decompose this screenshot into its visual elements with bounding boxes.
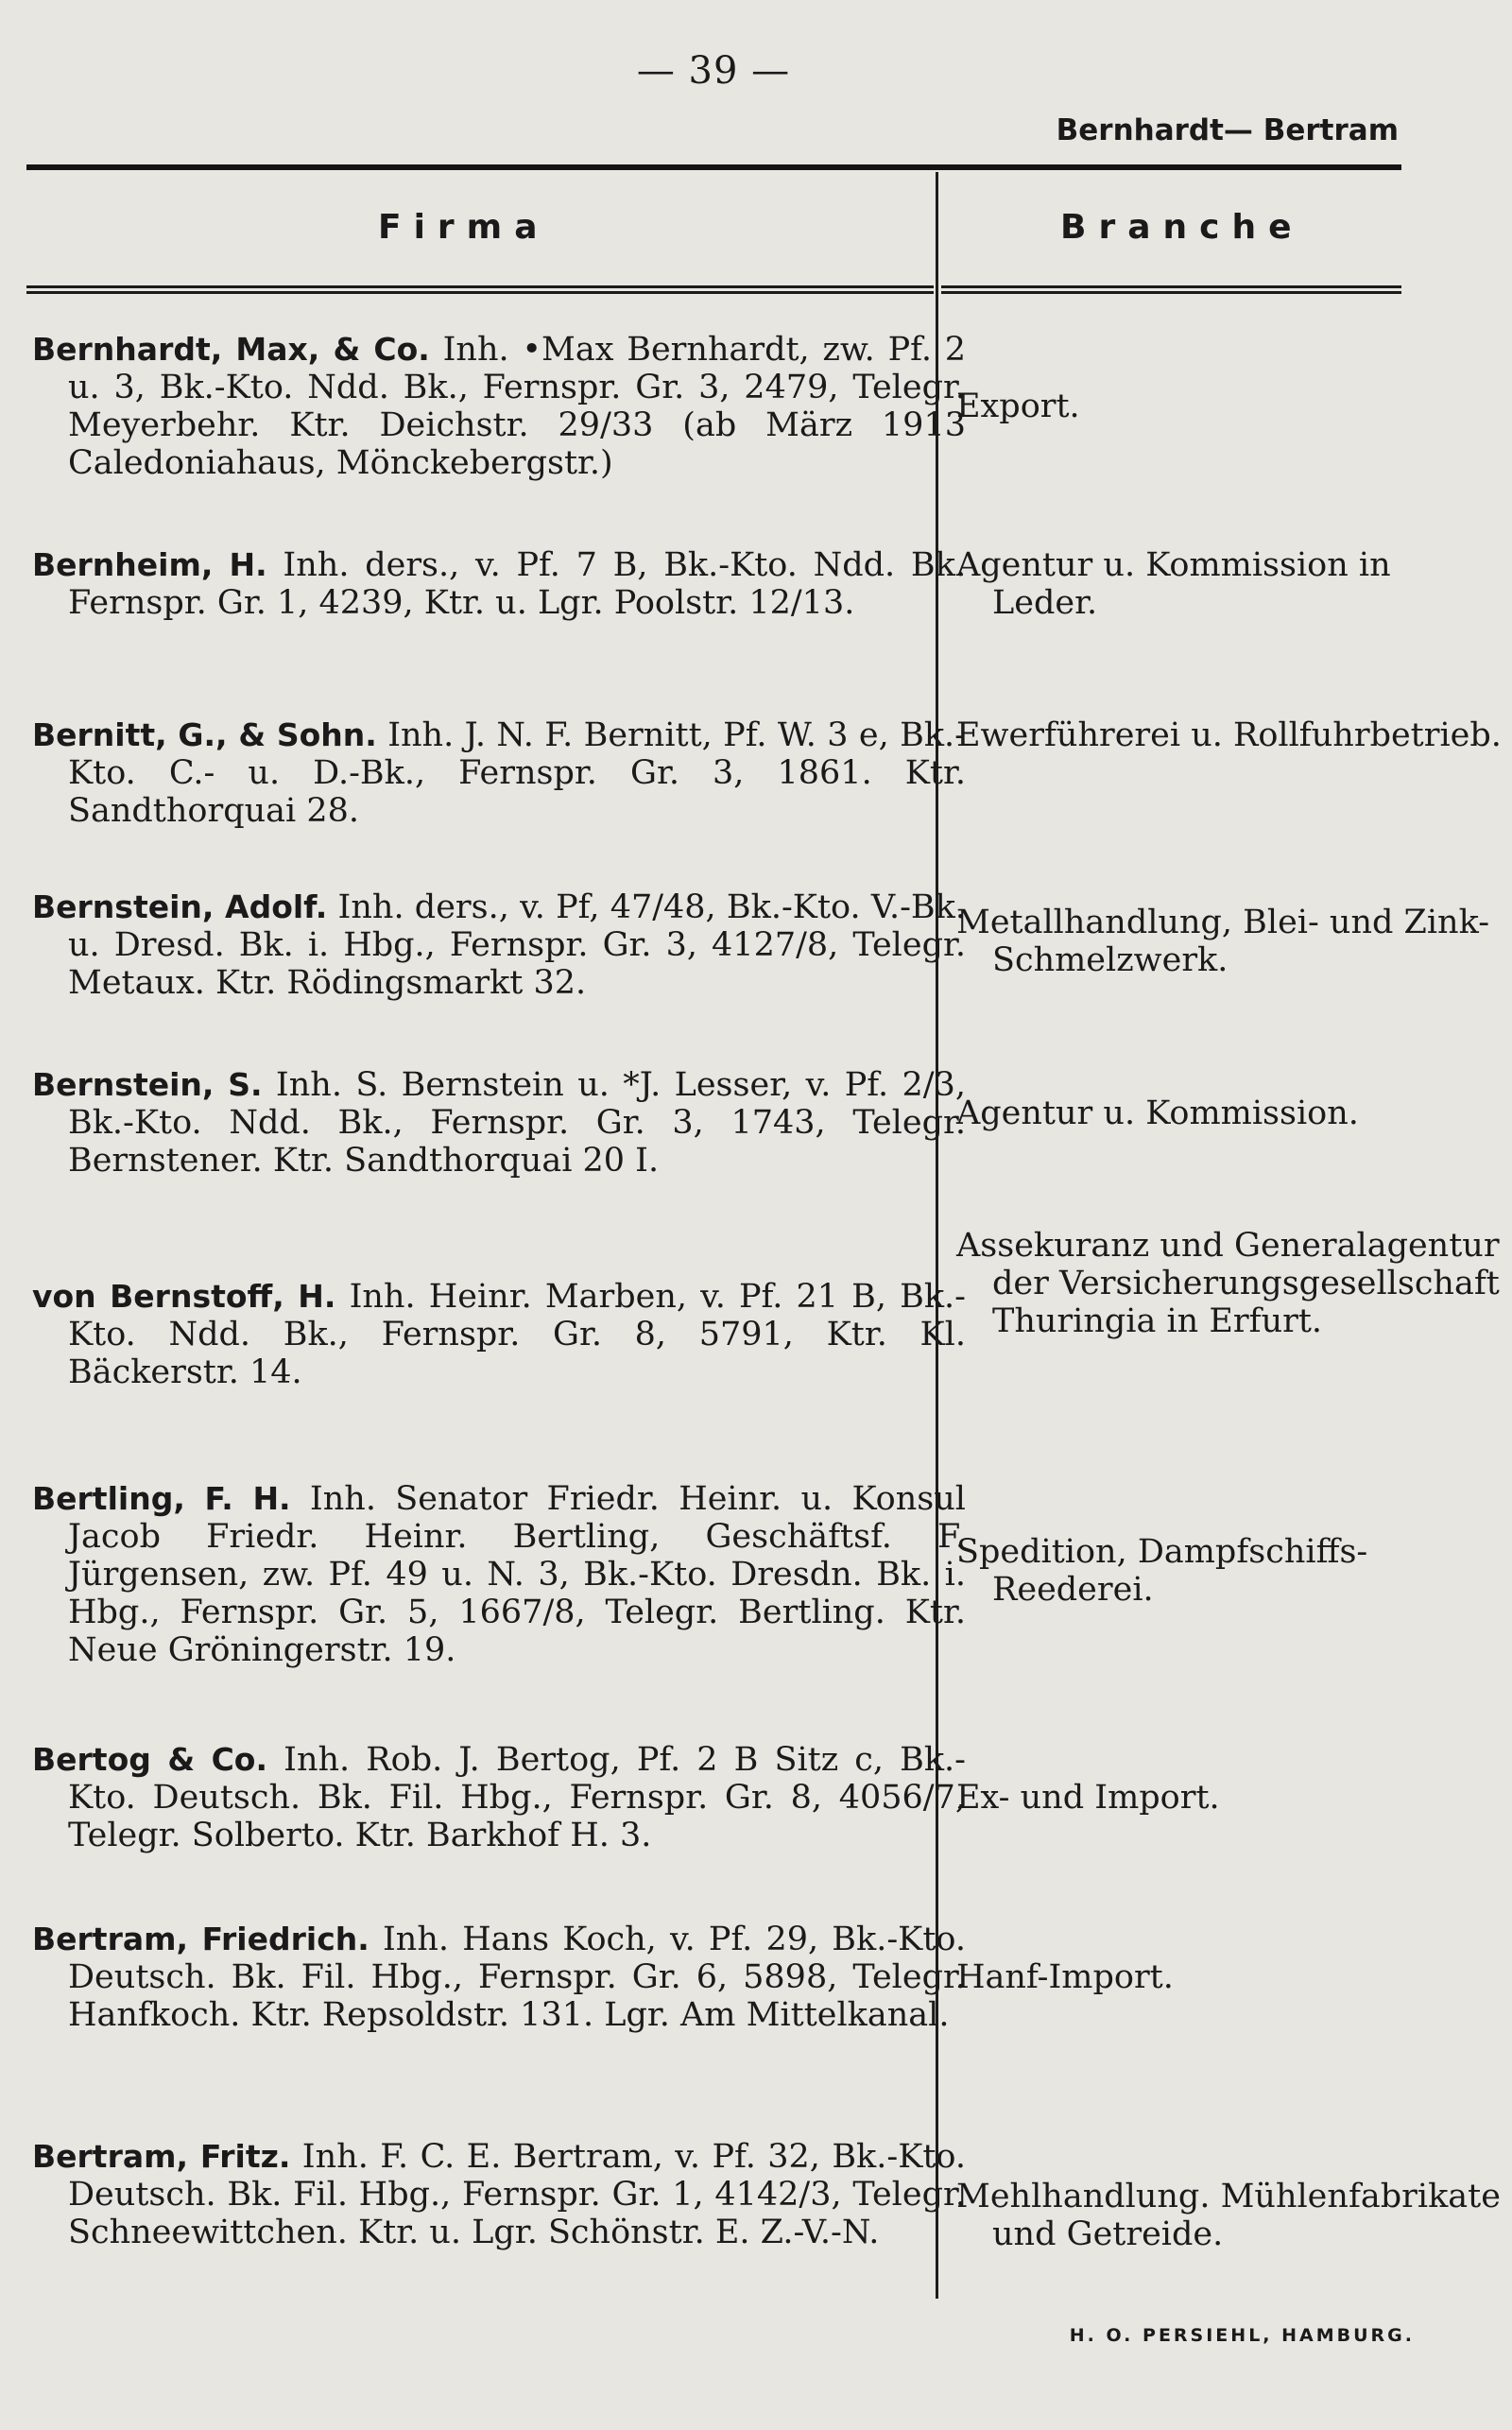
firm-name: Bernhardt, Max, & Co. bbox=[32, 331, 430, 368]
firm-details: Inh. F. C. E. Bertram, v. Pf. 32, Bk.-Kto. Deutsch. Bk. Fil. Hbg., Fernspr. Gr. 1, 4142/3, Telegr. Schneewittchen. Ktr. u. Lgr. Schönstr. E. Z.-V.-N. bbox=[68, 2138, 966, 2251]
branche-cell: Agentur u. Kommission. bbox=[956, 1094, 1359, 1132]
firma-cell bbox=[32, 1066, 966, 1180]
branche-cell: Spedition, Dampfschiffs-Reederei. bbox=[956, 1533, 1368, 1609]
firm-details: Inh. Rob. J. Bertog, Pf. 2 B Sitz c, Bk.-Kto. Deutsch. Bk. Fil. Hbg., Fernspr. Gr. 8, 4056/7, Telegr. Solberto. Ktr. Barkhof H. 3. bbox=[68, 1741, 966, 1854]
firm-name: Bernheim, H. bbox=[32, 546, 267, 583]
top-rule bbox=[26, 164, 1401, 170]
firma-cell bbox=[32, 546, 966, 622]
firm-details: Inh. Senator Friedr. Heinr. u. Konsul Jacob Friedr. Heinr. Bertling, Geschäftsf. F. Jürgensen, zw. Pf. 49 u. N. 3, Bk.-Kto. Dresdn. Bk. i. Hbg., Fernspr. Gr. 5, 1667/8, Telegr. Bertling. Ktr. Neue Gröningerstr. 19. bbox=[68, 1480, 966, 1669]
running-head: Bernhardt— Bertram bbox=[1056, 113, 1399, 147]
firm-details: Inh. ders., v. Pf, 47/48, Bk.-Kto. V.-Bk. u. Dresd. Bk. i. Hbg., Fernspr. Gr. 3, 4127/8, Telegr. Metaux. Ktr. Rödingsmarkt 32. bbox=[68, 888, 966, 1002]
firma-cell bbox=[32, 331, 966, 482]
firm-details: Inh. ders., v. Pf. 7 B, Bk.-Kto. Ndd. Bk. Fernspr. Gr. 1, 4239, Ktr. u. Lgr. Poolstr. 12/13. bbox=[68, 546, 966, 622]
firm-details: Inh. Heinr. Marben, v. Pf. 21 B, Bk.-Kto. Ndd. Bk., Fernspr. Gr. 8, 5791, Ktr. Kl. Bäckerstr. 14. bbox=[68, 1278, 966, 1391]
firm-details: Inh. •Max Bernhardt, zw. Pf. 2 u. 3, Bk.-Kto. Ndd. Bk., Fernspr. Gr. 3, 2479, Telegr. Meyerbehr. Ktr. Deichstr. 29/33 (ab März 1913 Caledoniahaus, Mönckebergstr.) bbox=[68, 331, 966, 482]
branche-cell: Export. bbox=[956, 388, 1080, 425]
firm-name: Bernstein, Adolf. bbox=[32, 888, 328, 925]
branche-cell: Ewerführerei u. Rollfuhrbetrieb. bbox=[956, 716, 1502, 754]
firma-cell bbox=[32, 1741, 966, 1854]
printer-imprint: H. O. PERSIEHL, HAMBURG. bbox=[1069, 2325, 1415, 2346]
firma-cell bbox=[32, 1480, 966, 1669]
firm-details: Inh. J. N. F. Bernitt, Pf. W. 3 e, Bk.-Kto. C.- u. D.-Bk., Fernspr. Gr. 3, 1861. Ktr. Sandthorquai 28. bbox=[68, 716, 966, 830]
firm-name: Bertram, Friedrich. bbox=[32, 1921, 369, 1957]
firm-name: Bertram, Fritz. bbox=[32, 2138, 291, 2175]
branche-cell: Agentur u. Kommission in Leder. bbox=[956, 546, 1391, 622]
firm-name: Bernitt, G., & Sohn. bbox=[32, 716, 377, 753]
branche-cell: Ex- und Import. bbox=[956, 1779, 1220, 1817]
branche-cell: Hanf-Import. bbox=[956, 1958, 1174, 1996]
firm-name: Bernstein, S. bbox=[32, 1066, 263, 1103]
column-header-branche: Branche bbox=[1060, 208, 1304, 247]
firm-name: Bertling, F. H. bbox=[32, 1480, 291, 1517]
firm-name: Bertog & Co. bbox=[32, 1741, 268, 1778]
firm-details: Inh. S. Bernstein u. *J. Lesser, v. Pf. 2/3, Bk.-Kto. Ndd. Bk., Fernspr. Gr. 3, 1743, Telegr. Bernstener. Ktr. Sandthorquai 20 I. bbox=[68, 1066, 966, 1180]
header-rule-left bbox=[26, 285, 934, 294]
firma-cell bbox=[32, 1921, 966, 2034]
firma-cell bbox=[32, 888, 966, 1002]
firma-cell bbox=[32, 2138, 966, 2251]
firma-cell bbox=[32, 716, 966, 830]
header-rule-right bbox=[941, 285, 1401, 294]
page-number: — 39 — bbox=[636, 49, 791, 93]
firm-name: von Bernstoff, H. bbox=[32, 1278, 336, 1315]
column-header-firma: Firma bbox=[378, 208, 550, 247]
branche-cell: Assekuranz und Generalagentur der Versicherungsgesellschaft Thuringia in Erfurt. bbox=[956, 1227, 1500, 1340]
branche-cell: Mehlhandlung. Mühlenfabrikate und Getreide. bbox=[956, 2178, 1501, 2253]
firma-cell bbox=[32, 1278, 966, 1391]
branche-cell: Metallhandlung, Blei- und Zink-Schmelzwerk. bbox=[956, 904, 1490, 979]
firm-details: Inh. Hans Koch, v. Pf. 29, Bk.-Kto. Deutsch. Bk. Fil. Hbg., Fernspr. Gr. 6, 5898, Telegr. Hanfkoch. Ktr. Repsoldstr. 131. Lgr. Am Mittelkanal. bbox=[68, 1921, 966, 2034]
